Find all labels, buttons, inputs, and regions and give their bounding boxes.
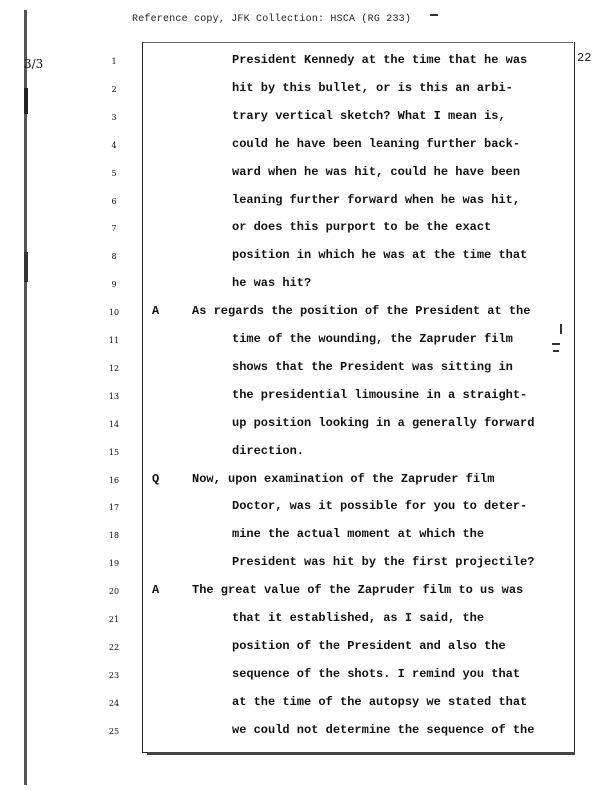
transcript-line — [0, 359, 612, 377]
line-text: time of the wounding, the Zapruder film — [232, 332, 513, 346]
line-text: mine the actual moment at which the — [232, 527, 485, 542]
line-number: 5 — [111, 168, 117, 178]
line-text: the presidential limousine in a straight- — [232, 387, 528, 402]
line-text: direction. — [232, 443, 305, 458]
line-number: 22 — [108, 642, 120, 652]
line-number: 4 — [111, 140, 117, 150]
transcript-line — [0, 192, 612, 210]
line-number: 10 — [108, 308, 120, 318]
line-text: Doctor, was it possible for you to deter- — [232, 499, 528, 514]
transcript-line — [0, 610, 612, 628]
line-number: 3 — [111, 112, 117, 122]
line-number: 8 — [111, 252, 117, 262]
transcript-line — [0, 136, 612, 154]
line-text: he was hit? — [232, 276, 312, 291]
line-text: we could not determine the sequence of the — [232, 722, 535, 737]
transcript-line — [0, 164, 612, 182]
transcript-line — [0, 80, 612, 98]
line-number: 25 — [108, 726, 120, 736]
line-text: position in which he was at the time that — [232, 248, 528, 263]
line-text: up position looking in a generally forward — [232, 415, 535, 430]
scan-speck — [553, 350, 559, 352]
transcript-line — [0, 331, 612, 349]
line-text: President was hit by the first projectile? — [232, 555, 535, 570]
line-text: The great value of the Zapruder film to us was — [192, 583, 524, 598]
line-text: at the time of the autopsy we stated that — [232, 694, 528, 709]
line-number: 2 — [111, 84, 117, 94]
speaker-label: A — [152, 583, 160, 598]
line-text: President Kennedy at the time that he was — [232, 53, 528, 67]
transcript-line — [0, 694, 612, 712]
transcript-line — [0, 471, 612, 489]
line-number: 19 — [108, 559, 120, 569]
page-number: 22 — [577, 51, 592, 65]
line-number: 11 — [108, 336, 120, 345]
transcript-line — [0, 638, 612, 656]
line-number: 20 — [108, 587, 120, 597]
transcript-frame-shadow — [147, 752, 575, 755]
transcript-line — [0, 498, 612, 516]
line-number: 6 — [111, 196, 117, 206]
transcript-line — [0, 443, 612, 461]
transcript-line — [0, 387, 612, 405]
transcript-line — [0, 52, 612, 70]
line-text: sequence of the shots. I remind you that — [232, 666, 521, 681]
line-number: 15 — [108, 447, 120, 457]
line-number: 18 — [108, 531, 120, 541]
line-number: 16 — [108, 475, 120, 485]
line-number: 17 — [108, 503, 120, 513]
line-number: 14 — [108, 419, 120, 429]
line-number: 13 — [108, 391, 120, 401]
line-number: 21 — [108, 615, 120, 624]
line-number: 12 — [108, 363, 120, 373]
line-text: leaning further forward when he was hit, — [232, 192, 521, 207]
speaker-label: Q — [152, 471, 160, 486]
line-text: could he have been leaning further back- — [232, 136, 521, 151]
line-text: position of the President and also the — [232, 638, 506, 653]
transcript-line — [0, 415, 612, 433]
scan-speck — [430, 14, 438, 16]
transcript-line — [0, 666, 612, 684]
line-text: that it established, as I said, the — [232, 611, 485, 625]
transcript-line — [0, 526, 612, 544]
line-text: trary vertical sketch? What I mean is, — [232, 108, 506, 123]
speaker-label: A — [152, 304, 160, 319]
line-number: 9 — [111, 280, 117, 290]
margin-note: 3/3 — [24, 57, 44, 71]
page-header: Reference copy, JFK Collection: HSCA (RG 233) — [132, 14, 412, 25]
transcript-line — [0, 722, 612, 740]
line-number: 1 — [111, 57, 117, 66]
line-number: 24 — [108, 698, 120, 708]
transcript-line — [0, 108, 612, 126]
transcript-line — [0, 247, 612, 265]
line-text: ward when he was hit, could he have been — [232, 164, 521, 179]
line-number: 23 — [108, 670, 120, 680]
transcript-line — [0, 554, 612, 572]
line-number: 7 — [111, 224, 117, 234]
transcript-line — [0, 582, 612, 600]
transcript-line — [0, 303, 612, 321]
line-text: hit by this bullet, or is this an arbi- — [232, 80, 513, 95]
line-text: or does this purport to be the exact — [232, 220, 492, 235]
line-text: Now, upon examination of the Zapruder film — [192, 471, 495, 486]
transcript-line — [0, 275, 612, 293]
transcript-line — [0, 219, 612, 237]
line-text: shows that the President was sitting in — [232, 359, 513, 374]
line-text: As regards the position of the President at the — [192, 304, 531, 319]
